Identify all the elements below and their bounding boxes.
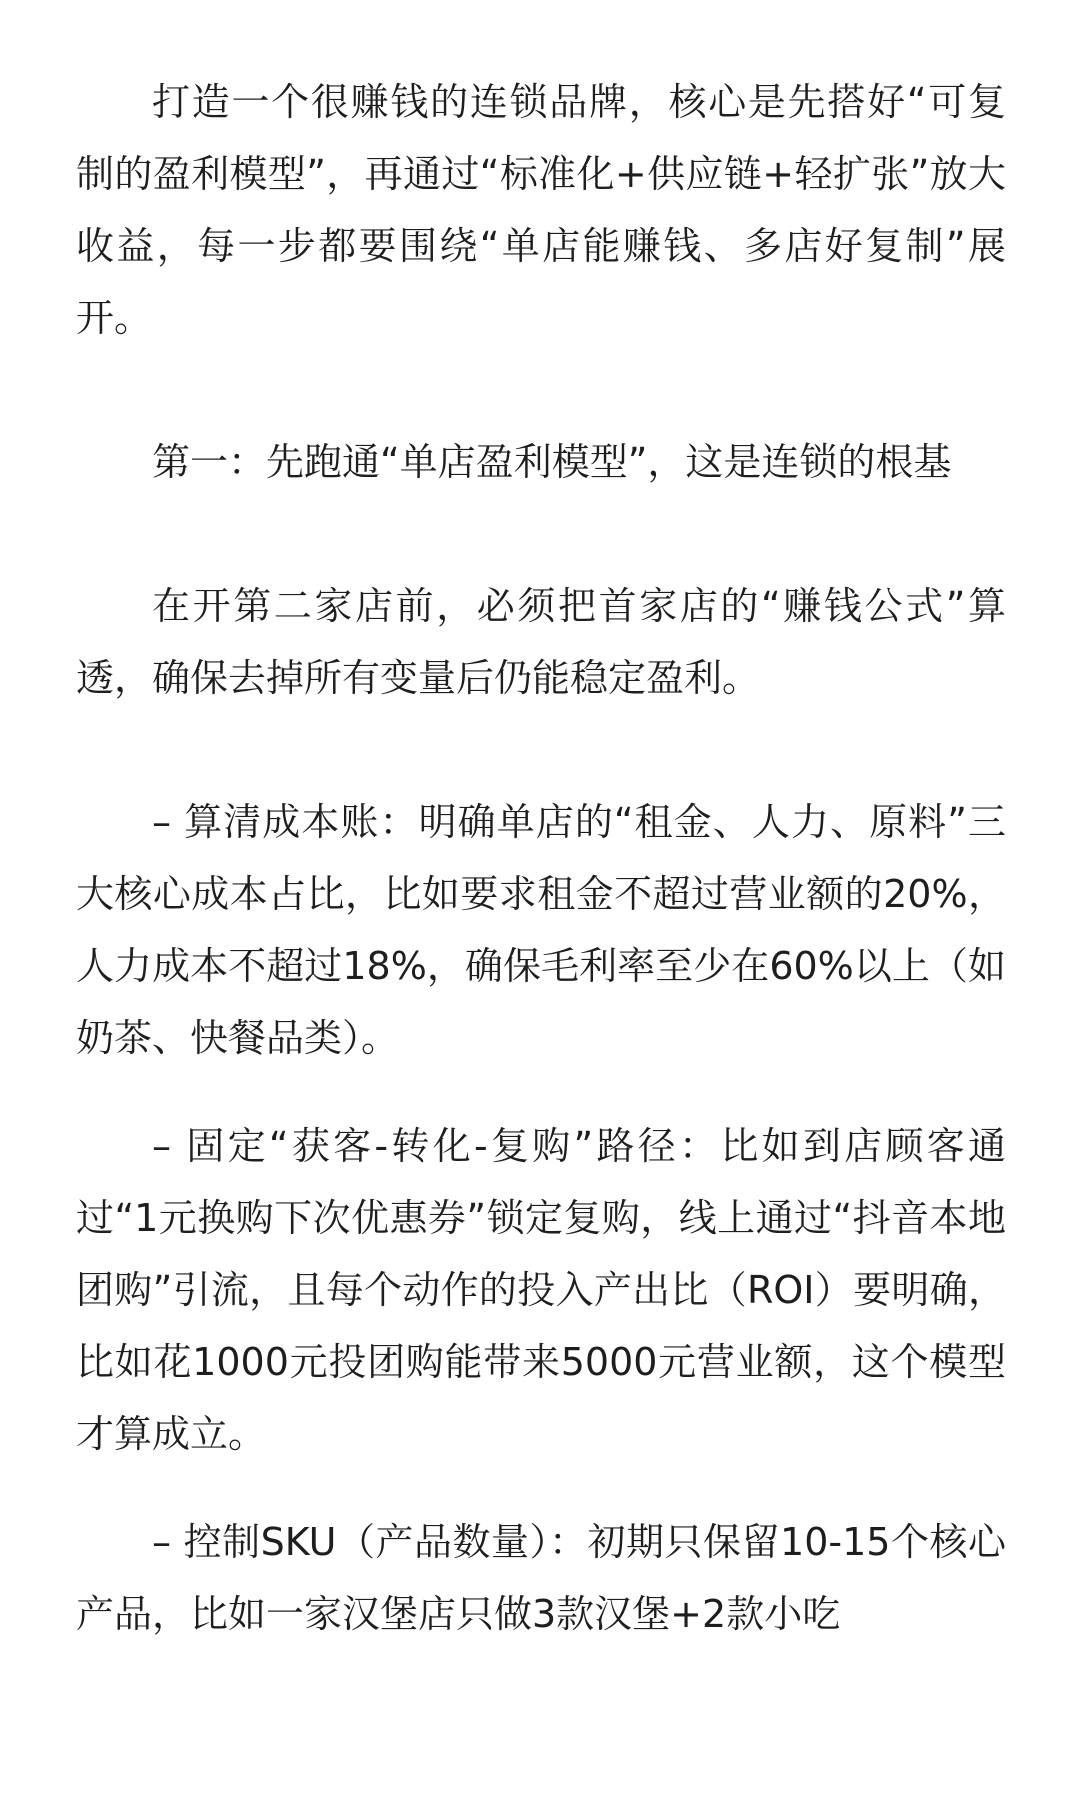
section-intro-paragraph: 在开第二家店前，必须把首家店的“赚钱公式”算透，确保去掉所有变量后仍能稳定盈利。 [76, 584, 1006, 700]
intro-paragraph: 打造一个很赚钱的连锁品牌，核心是先搭好“可复制的盈利模型”，再通过“标准化+供应链+轻扩张”放大收益，每一步都要围绕“单店能赚钱、多店好复制”展开。 [76, 80, 1006, 340]
point-cost-accounting: – 算清成本账：明确单店的“租金、人力、原料”三大核心成本占比，比如要求租金不超过营业额的20%，人力成本不超过18%，确保毛利率至少在60%以上（如奶茶、快餐品类）。 [76, 800, 1006, 1060]
point-sku-control: – 控制SKU（产品数量）：初期只保留10-15个核心产品，比如一家汉堡店只做3款汉堡+2款小吃 [76, 1520, 1006, 1636]
point-customer-path: – 固定“获客-转化-复购”路径：比如到店顾客通过“1元换购下次优惠券”锁定复购，线上通过“抖音本地团购”引流，且每个动作的投入产出比（ROI）要明确，比如花1000元投团购能带来5000元营业额，这个模型才算成立。 [76, 1124, 1006, 1456]
section-heading: 第一：先跑通“单店盈利模型”，这是连锁的根基 [152, 440, 952, 484]
